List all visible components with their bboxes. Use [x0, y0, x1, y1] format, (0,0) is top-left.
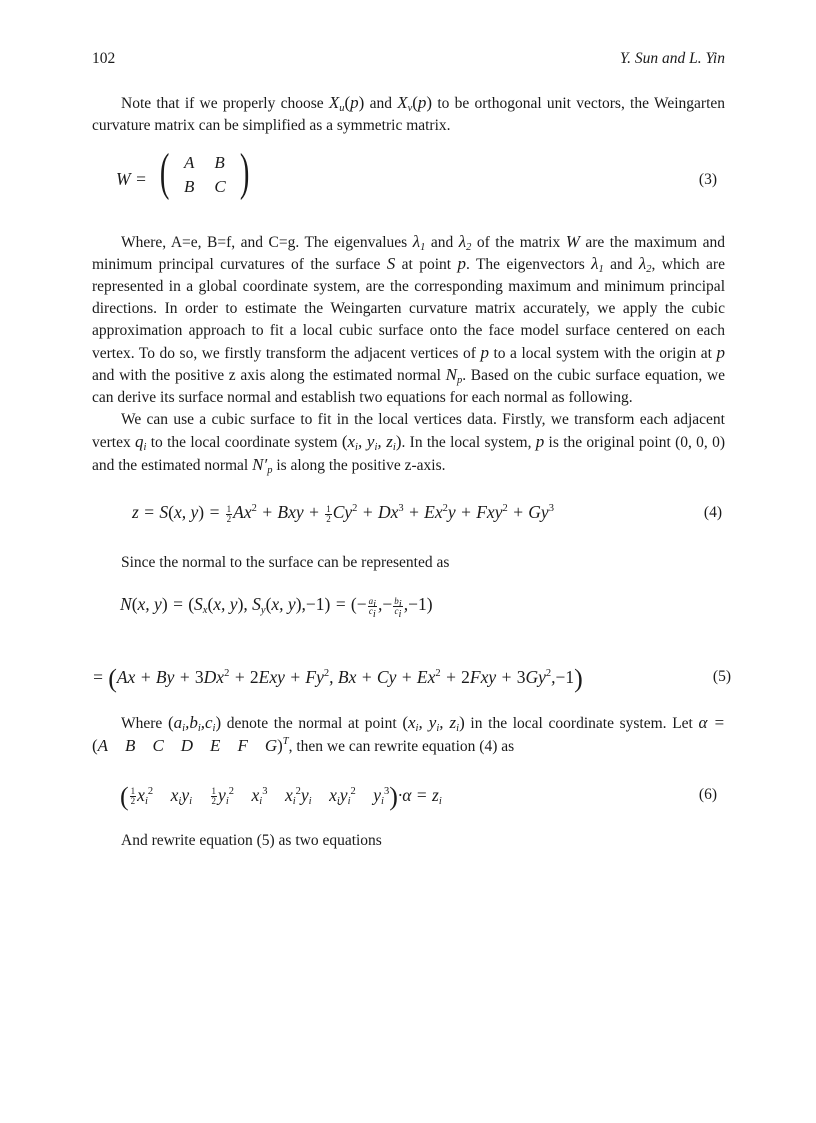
paragraph-eigenvalues: Where, A=e, B=f, and C=g. The eigenvalues $\lambda_1$ and $\lambda_2$ of the matrix W are the maximum and minimum principal curvatures of the surface S at point p. The eigenvectors $\lambda_1$ and $\lambda_2$, which are represented in a global coordinate system, are the corresponding maximum and minimum principal directions. In order to estimate the Weingarten curvature matrix accurately, we apply the cubic approximation approach to fit a local cubic surface onto the face model surface centered on each vertex. To do so, we firstly transform the adjacent vertices of p to a local system with the origin at p and with the positive z axis along the estimated normal $N_p$. Based on the cubic surface equation, we can derive its surface normal and establish two equations for each normal as following.	[92, 231, 725, 407]
paragraph-local-system: We can use a cubic surface to fit in the local vertices data. Firstly, we transform each adjacent vertex $q_i$ to the local coordinate system ($x_i$, $y_i$, $z_i$). In the local system, p is the original point (0, 0, 0) and the estimated normal $N'_p$ is along the positive z-axis.	[92, 410, 726, 476]
page-number: 102	[92, 50, 116, 67]
equation-6: ( $\frac{1}{2}$ $x_i^2$ $x_iy_i$ $\frac{1}{2}$ $y_i^2$ $x_i^3$ $x_i^2y_i$ $x_iy_i^2$ $y_i^3)\cdot\alpha = z_i$ (6)	[120, 781, 717, 811]
paragraph-weingarten-intro: Note that if we properly choose $X_u(p)$ and $X_v(p)$ to be orthogonal unit vectors, the Weingarten curvature matrix can be simplified as a symmetric matrix.	[92, 93, 726, 134]
paragraph-rewrite-eq5: And rewrite equation (5) as two equations	[121, 831, 382, 849]
equation-number-5: (5)	[712, 668, 731, 686]
equation-number-4: (4)	[703, 504, 722, 522]
equation-5: = ($Ax + By + 3Dx^2 + 2Exy + Fy^2$, $Bx + Cy + Ex^2 + 2Fxy + 3Gy^2,-1$) (5)	[92, 664, 731, 694]
equation-normal: N(x, $y) = (S_x(x$, y), $S_y(x$, y),−1) = (− $\frac{a_i}{c_i}$ ,− $\frac{b_i}{c_i}$ ,−1)	[120, 594, 433, 620]
equation-4: z = S(x, y) = $\frac{1}{2}$ $Ax^2$ + Bxy + $\frac{1}{2}$ $Cy^2 + Dx^3 + Ex^2y + Fxy^2 + Gy^3$ (4)	[132, 502, 722, 524]
equation-number-3: (3)	[698, 170, 717, 188]
equation-number-6: (6)	[698, 785, 717, 803]
equation-3: W = ( A B B C ) (3)	[116, 143, 717, 201]
paragraph-normal-intro: Since the normal to the surface can be represented as	[121, 554, 450, 572]
weingarten-matrix: ( A B B C )	[159, 143, 250, 201]
page-header	[92, 40, 725, 70]
paper-page	[92, 40, 731, 852]
running-head-authors: Y. Sun and L. Yin	[619, 50, 725, 67]
paragraph-where-normal: Where $(a_i,b_i,c_i)$ denote the normal at point ($x_i$, $y_i$, $z_i$) in the local coordinate system. Let α = (A B C D E F G)$^T$, then we can rewrite equation (4) as	[92, 713, 725, 755]
